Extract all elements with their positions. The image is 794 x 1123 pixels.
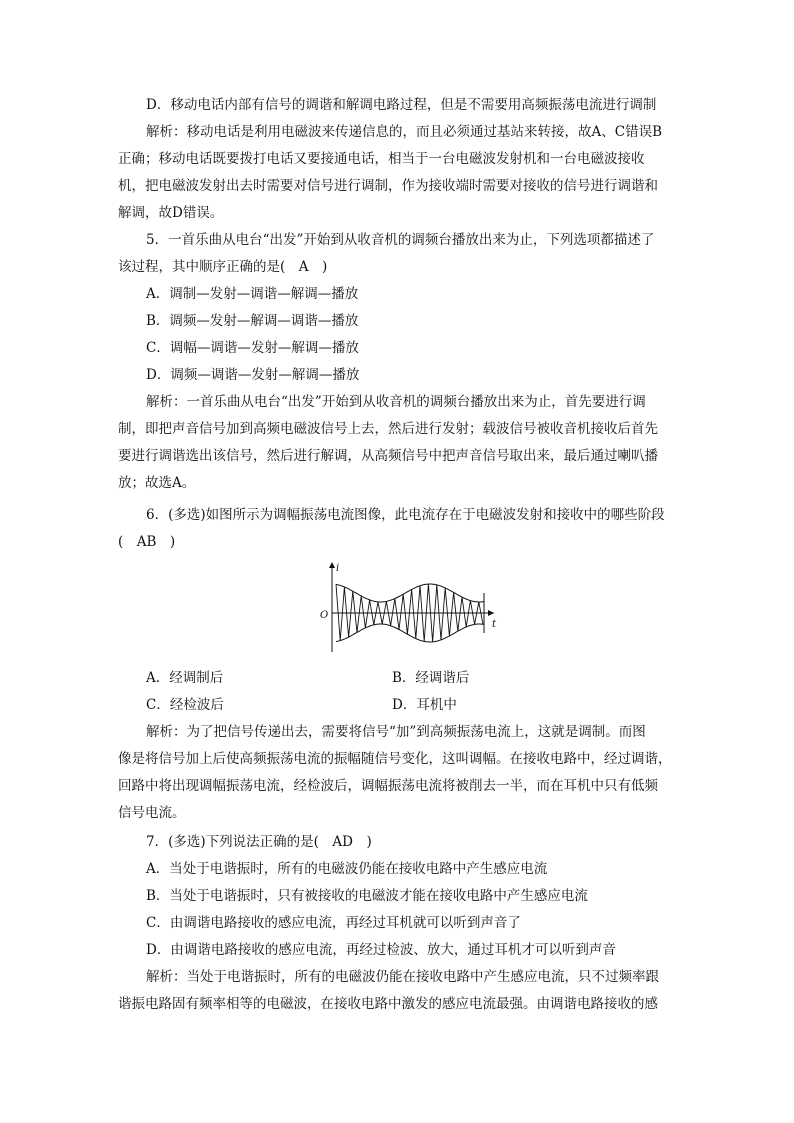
- am-current-graph: [318, 560, 502, 656]
- q6-analysis-line: 信号电流。: [118, 805, 186, 821]
- q7-stem: 7．(多选)下列说法正确的是( AD ): [146, 834, 372, 850]
- q5-analysis-line: 要进行调谐选出该信号，然后进行解调，从高频信号中把声音信号取出来，最后通过喇叭播: [118, 448, 658, 464]
- q5-option-d: D．调频—调谐—发射—解调—播放: [146, 367, 360, 383]
- x-axis-label: t: [492, 619, 497, 630]
- q4-analysis-line: 解调，故D错误。: [118, 205, 224, 221]
- q5-option-c: C．调幅—调谐—发射—解调—播放: [146, 340, 359, 356]
- q7-option-b: B．当处于电谐振时，只有被接收的电磁波才能在接收电路中产生感应电流: [146, 888, 588, 904]
- origin-label: O: [320, 610, 329, 621]
- q6-stem: ( AB ): [118, 534, 176, 550]
- q4-analysis-line: 正确；移动电话既要拨打电话又要接通电话，相当于一台电磁波发射机和一台电磁波接收: [118, 151, 645, 167]
- q5-option-a: A．调制—发射—调谐—解调—播放: [146, 286, 359, 302]
- y-axis-arrow-icon: [329, 562, 335, 568]
- q6-analysis-line: 回路中将出现调幅振荡电流，经检波后，调幅振荡电流将被削去一半，而在耳机中只有低频: [118, 778, 658, 794]
- q5-option-b: B．调频—发射—解调—调谐—播放: [146, 313, 359, 329]
- y-axis-label: i: [336, 563, 340, 574]
- q6-option-b: B．经调谐后: [392, 670, 470, 686]
- q7-option-a: A．当处于电谐振时，所有的电磁波仍能在接收电路中产生感应电流: [146, 861, 548, 877]
- am-current-figure: [318, 560, 502, 656]
- q6-option-c: C．经检波后: [146, 697, 224, 713]
- q7-analysis-line: 谐振电路固有频率相等的电磁波，在接收电路中激发的感应电流最强。由调谐电路接收的感: [118, 996, 658, 1012]
- q6-analysis-line: 像是将信号加上后使高频振荡电流的振幅随信号变化，这叫调幅。在接收电路中，经过调谐，: [118, 751, 672, 767]
- q5-stem: 5．一首乐曲从电台“出发”开始到从收音机的调频台播放出来为止，下列选项都描述了: [146, 232, 655, 248]
- q6-option-a: A．经调制后: [146, 670, 224, 686]
- q4-option-d: D．移动电话内部有信号的调谐和解调电路过程，但是不需要用高频振荡电流进行调制: [146, 97, 657, 113]
- q7-analysis-line: 解析：当处于电谐振时，所有的电磁波仍能在接收电路中产生感应电流，只不过频率跟: [146, 969, 659, 985]
- x-axis-arrow-icon: [488, 610, 494, 616]
- q5-stem: 该过程，其中顺序正确的是( A ): [118, 259, 328, 275]
- q6-stem: 6．(多选)如图所示为调幅振荡电流图像，此电流存在于电磁波发射和接收中的哪些阶段: [146, 507, 665, 523]
- q5-analysis-line: 制，即把声音信号加到高频电磁波信号上去，然后进行发射；载波信号被收音机接收后首先: [118, 421, 658, 437]
- envelope-bottom: [336, 624, 484, 642]
- q6-analysis-line: 解析：为了把信号传递出去，需要将信号“加”到高频振荡电流上，这就是调制。而图: [146, 724, 646, 740]
- q5-analysis-line: 放；故选A。: [118, 475, 196, 491]
- q6-option-d: D．耳机中: [392, 697, 457, 713]
- q5-analysis-line: 解析：一首乐曲从电台“出发”开始到从收音机的调频台播放出来为止，首先要进行调: [146, 394, 646, 410]
- q4-analysis-line: 解析：移动电话是利用电磁波来传递信息的，而且必须通过基站来转接，故A、C错误B: [146, 124, 662, 140]
- q4-analysis-line: 机，把电磁波发射出去时需要对信号进行调制，作为接收端时需要对接收的信号进行调谐和: [118, 178, 658, 194]
- q7-option-c: C．由调谐电路接收的感应电流，再经过耳机就可以听到声音了: [146, 915, 521, 931]
- q7-option-d: D．由调谐电路接收的感应电流，再经过检波、放大，通过耳机才可以听到声音: [146, 942, 616, 958]
